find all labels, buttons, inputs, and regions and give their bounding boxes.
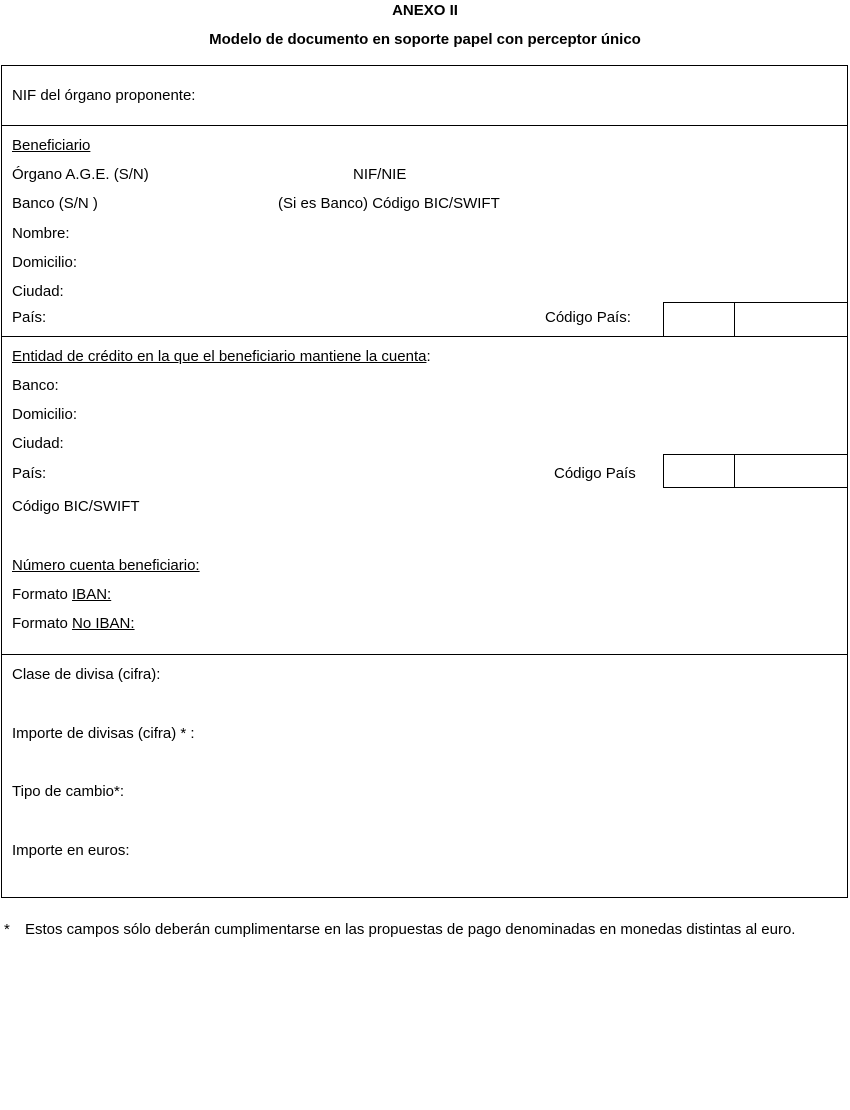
bank-heading	[12, 348, 431, 365]
clase-divisa-label: Clase de divisa (cifra):	[12, 666, 161, 683]
beneficiary-codigo-pais-label: Código País:	[545, 309, 631, 326]
beneficiary-bic-label: (Si es Banco) Código BIC/SWIFT	[278, 195, 500, 212]
bank-bic-label: Código BIC/SWIFT	[12, 498, 140, 515]
no-iban-label: No IBAN:	[72, 615, 135, 632]
beneficiary-nombre-label: Nombre:	[12, 225, 70, 242]
bank-country-code-cell-1[interactable]	[663, 454, 735, 488]
organo-age-label: Órgano A.G.E. (S/N)	[12, 166, 149, 183]
document-subtitle: Modelo de documento en soporte papel con perceptor único	[209, 31, 641, 48]
beneficiary-banco-label: Banco (S/N )	[12, 195, 98, 212]
proponent-nif-label: NIF del órgano proponente:	[12, 87, 196, 104]
bank-banco-label: Banco:	[12, 377, 59, 394]
beneficiary-heading: Beneficiario	[12, 137, 91, 154]
beneficiary-section	[2, 126, 847, 337]
account-number-heading: Número cuenta beneficiario:	[12, 557, 200, 574]
bank-pais-label: País:	[12, 465, 47, 482]
tipo-cambio-label: Tipo de cambio*:	[12, 783, 125, 800]
nif-nie-label: NIF/NIE	[353, 166, 407, 183]
bank-codigo-pais-label: Código País	[554, 465, 636, 482]
no-iban-format-line	[12, 615, 135, 632]
footnote	[4, 921, 795, 938]
form-box	[1, 65, 848, 898]
bank-heading-colon: :	[426, 348, 431, 365]
bank-country-code-cell-2[interactable]	[734, 454, 848, 488]
footnote-text: Estos campos sólo deberán cumplimentarse en las propuestas de pago denominadas en monedas distintas al euro.	[25, 921, 796, 938]
bank-heading-text: Entidad de crédito en la que el beneficiario mantiene la cuenta	[12, 348, 427, 365]
bank-ciudad-label: Ciudad:	[12, 435, 64, 452]
iban-format-line	[12, 586, 111, 603]
iban-label: IBAN:	[72, 586, 112, 603]
annex-title: ANEXO II	[392, 2, 458, 19]
importe-euros-label: Importe en euros:	[12, 842, 130, 859]
no-iban-prefix: Formato	[12, 615, 73, 632]
importe-divisas-label: Importe de divisas (cifra) * :	[12, 725, 195, 742]
proponent-section	[2, 66, 847, 126]
currency-section	[2, 655, 847, 898]
footnote-marker: *	[4, 921, 10, 938]
beneficiary-domicilio-label: Domicilio:	[12, 254, 78, 271]
beneficiary-pais-label: País:	[12, 309, 47, 326]
bank-section	[2, 337, 847, 655]
bank-domicilio-label: Domicilio:	[12, 406, 78, 423]
beneficiary-country-code-cell-1[interactable]	[663, 302, 735, 337]
beneficiary-country-code-cell-2[interactable]	[734, 302, 848, 337]
beneficiary-ciudad-label: Ciudad:	[12, 283, 64, 300]
iban-prefix: Formato	[12, 586, 73, 603]
